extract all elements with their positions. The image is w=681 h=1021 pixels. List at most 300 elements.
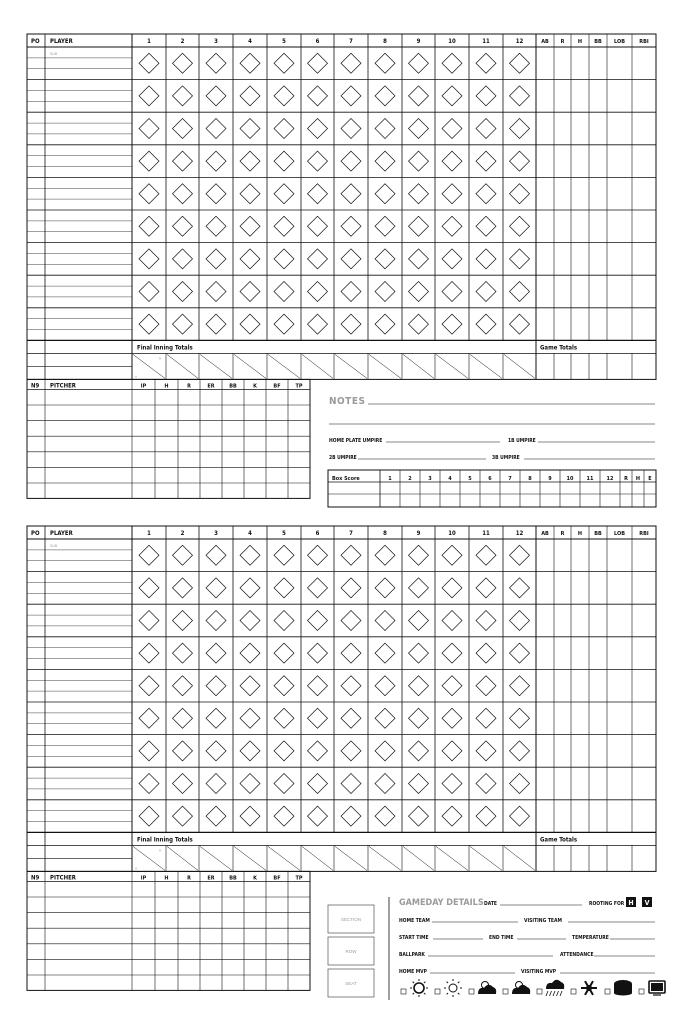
base-diamond: [139, 119, 159, 139]
base-diamond: [139, 611, 159, 631]
base-diamond: [510, 774, 530, 794]
header-stat-h: H: [577, 39, 583, 45]
header-inning-2: 2: [180, 530, 185, 537]
base-diamond: [173, 53, 193, 73]
pitcher-header-name: PITCHER: [50, 874, 76, 882]
header-inning-8: 8: [383, 530, 387, 537]
header-player: PLAYER: [50, 38, 73, 45]
totals-diagonal: [234, 354, 266, 378]
base-diamond: [442, 216, 462, 236]
base-diamond: [206, 53, 226, 73]
pitcher-header-bf: BF: [273, 875, 281, 882]
base-diamond: [476, 86, 496, 106]
notes-title: NOTES: [329, 396, 366, 407]
base-diamond: [476, 774, 496, 794]
base-diamond: [240, 216, 260, 236]
base-diamond: [510, 86, 530, 106]
base-diamond: [510, 216, 530, 236]
batting-grid-frame: [27, 526, 656, 871]
base-diamond: [308, 643, 328, 663]
home-plate-umpire-label: HOME PLATE UMPIRE: [329, 438, 383, 444]
base-diamond: [206, 611, 226, 631]
base-diamond: [341, 282, 361, 302]
base-diamond: [375, 611, 395, 631]
box-col-5: 5: [468, 476, 472, 482]
base-diamond: [206, 151, 226, 171]
totals-diagonal: [369, 846, 401, 870]
base-diamond: [409, 676, 429, 696]
base-diamond: [139, 774, 159, 794]
base-diamond: [375, 216, 395, 236]
base-diamond: [274, 611, 294, 631]
base-diamond: [206, 314, 226, 334]
base-diamond: [341, 676, 361, 696]
base-diamond: [240, 741, 260, 761]
base-diamond: [274, 741, 294, 761]
base-diamond: [173, 676, 193, 696]
base-diamond: [375, 545, 395, 565]
totals-diagonal: [504, 846, 535, 870]
pitcher-header-er: ER: [207, 383, 215, 390]
header-stat-lob: LOB: [614, 531, 625, 537]
base-diamond: [442, 676, 462, 696]
base-diamond: [240, 545, 260, 565]
base-diamond: [375, 774, 395, 794]
base-diamond: [240, 676, 260, 696]
pitcher-header-bb: BB: [229, 875, 237, 882]
weather-checkbox[interactable]: [469, 989, 474, 994]
base-diamond: [476, 806, 496, 826]
base-diamond: [476, 643, 496, 663]
base-diamond: [139, 708, 159, 728]
base-diamond: [274, 314, 294, 334]
corner-hits: H: [135, 866, 138, 871]
base-diamond: [409, 643, 429, 663]
header-inning-6: 6: [315, 530, 320, 537]
totals-diagonal: [470, 354, 502, 378]
header-inning-9: 9: [416, 530, 421, 537]
gameday-title: GAMEDAY DETAILS: [399, 898, 484, 908]
base-diamond: [173, 708, 193, 728]
base-diamond: [476, 578, 496, 598]
pitcher-table-frame: [27, 871, 310, 990]
base-diamond: [274, 643, 294, 663]
box-score-label: Box Score: [332, 476, 360, 482]
base-diamond: [240, 611, 260, 631]
base-diamond: [206, 741, 226, 761]
sunny-icon: [410, 979, 428, 997]
home-badge-label: H: [628, 899, 634, 907]
header-pos: PO: [31, 530, 40, 537]
base-diamond: [375, 249, 395, 269]
base-diamond: [476, 184, 496, 204]
base-diamond: [409, 216, 429, 236]
totals-diagonal: [167, 846, 198, 870]
base-diamond: [341, 53, 361, 73]
header-inning-11: 11: [482, 530, 490, 537]
base-diamond: [274, 119, 294, 139]
header-inning-11: 11: [482, 38, 490, 45]
base-diamond: [206, 119, 226, 139]
base-diamond: [206, 249, 226, 269]
base-diamond: [173, 119, 193, 139]
base-diamond: [173, 545, 193, 565]
base-diamond: [274, 282, 294, 302]
base-diamond: [308, 611, 328, 631]
base-diamond: [442, 119, 462, 139]
base-diamond: [375, 806, 395, 826]
base-diamond: [173, 184, 193, 204]
base-diamond: [206, 578, 226, 598]
base-diamond: [510, 314, 530, 334]
first-base-umpire-label: 1B UMPIRE: [508, 438, 536, 444]
base-diamond: [510, 184, 530, 204]
base-diamond: [308, 676, 328, 696]
start-time-label: START TIME: [399, 935, 429, 941]
pitcher-header-bf: BF: [273, 383, 281, 390]
base-diamond: [173, 741, 193, 761]
base-diamond: [409, 578, 429, 598]
base-diamond: [139, 314, 159, 334]
base-diamond: [308, 53, 328, 73]
sub-hint: SUB: [50, 52, 58, 56]
header-stat-rbi: RBI: [639, 39, 649, 45]
pitcher-header-h: H: [164, 383, 169, 390]
header-inning-4: 4: [248, 38, 252, 45]
tv-icon: [649, 981, 665, 995]
base-diamond: [139, 53, 159, 73]
base-diamond: [139, 86, 159, 106]
base-diamond: [409, 708, 429, 728]
header-inning-12: 12: [515, 38, 524, 45]
partly-cloudy-icon: [478, 982, 496, 995]
weather-checkbox[interactable]: [605, 989, 610, 994]
box-col-7: 7: [508, 476, 512, 482]
corner-hits: H: [135, 374, 138, 379]
box-col-4: 4: [448, 476, 452, 482]
header-inning-5: 5: [282, 38, 286, 45]
base-diamond: [308, 282, 328, 302]
base-diamond: [476, 611, 496, 631]
base-diamond: [206, 86, 226, 106]
base-diamond: [308, 216, 328, 236]
base-diamond: [442, 86, 462, 106]
base-diamond: [510, 578, 530, 598]
base-diamond: [274, 676, 294, 696]
base-diamond: [341, 151, 361, 171]
header-inning-1: 1: [147, 38, 151, 45]
base-diamond: [442, 184, 462, 204]
base-diamond: [375, 151, 395, 171]
base-diamond: [308, 151, 328, 171]
base-diamond: [375, 578, 395, 598]
base-diamond: [476, 708, 496, 728]
rooting-for-label: ROOTING FOR: [589, 901, 625, 907]
header-inning-9: 9: [416, 38, 421, 45]
base-diamond: [240, 282, 260, 302]
header-inning-1: 1: [147, 530, 151, 537]
base-diamond: [308, 741, 328, 761]
base-diamond: [341, 643, 361, 663]
base-diamond: [476, 119, 496, 139]
header-inning-3: 3: [214, 38, 218, 45]
header-stat-ab: AB: [541, 39, 549, 45]
totals-diagonal: [335, 354, 367, 378]
pitcher-header-bb: BB: [229, 383, 237, 390]
header-inning-3: 3: [214, 530, 218, 537]
temperature-label: TEMPERATURE: [572, 935, 609, 941]
pitcher-table-frame: [27, 379, 310, 498]
weather-checkbox[interactable]: [401, 989, 406, 994]
base-diamond: [240, 774, 260, 794]
cloudy-sun-icon: [512, 982, 530, 995]
totals-diagonal: [167, 354, 198, 378]
pitcher-header-name: PITCHER: [50, 382, 76, 390]
base-diamond: [240, 806, 260, 826]
base-diamond: [409, 151, 429, 171]
header-inning-2: 2: [180, 38, 185, 45]
base-diamond: [442, 545, 462, 565]
header-stat-lob: LOB: [614, 39, 625, 45]
base-diamond: [476, 545, 496, 565]
base-diamond: [510, 611, 530, 631]
base-diamond: [409, 53, 429, 73]
base-diamond: [442, 643, 462, 663]
base-diamond: [308, 806, 328, 826]
base-diamond: [375, 314, 395, 334]
pitcher-header-r: R: [187, 875, 191, 882]
base-diamond: [409, 611, 429, 631]
base-diamond: [341, 86, 361, 106]
base-diamond: [510, 741, 530, 761]
base-diamond: [510, 676, 530, 696]
base-diamond: [206, 282, 226, 302]
base-diamond: [442, 578, 462, 598]
base-diamond: [173, 249, 193, 269]
base-diamond: [442, 611, 462, 631]
base-diamond: [375, 741, 395, 761]
base-diamond: [409, 249, 429, 269]
box-col-9: 9: [548, 476, 552, 482]
totals-diagonal: [403, 846, 434, 870]
corner-runs: R: [159, 848, 162, 853]
snow-icon: [581, 981, 597, 995]
base-diamond: [274, 774, 294, 794]
base-diamond: [442, 774, 462, 794]
row-box-label: ROW: [345, 949, 357, 954]
date-label: DATE: [484, 901, 497, 907]
base-diamond: [510, 53, 530, 73]
base-diamond: [341, 806, 361, 826]
totals-diagonal: [335, 846, 367, 870]
box-col-3: 3: [428, 476, 432, 482]
base-diamond: [375, 708, 395, 728]
totals-diagonal: [268, 354, 300, 378]
base-diamond: [409, 741, 429, 761]
base-diamond: [375, 184, 395, 204]
pitcher-header-num: N9: [31, 874, 40, 882]
box-col-r: R: [624, 476, 628, 482]
third-base-umpire-label: 3B UMPIRE: [492, 455, 520, 461]
base-diamond: [274, 216, 294, 236]
base-diamond: [442, 249, 462, 269]
base-diamond: [476, 53, 496, 73]
base-diamond: [173, 282, 193, 302]
header-stat-ab: AB: [541, 531, 549, 537]
pitcher-header-r: R: [187, 383, 191, 390]
base-diamond: [510, 708, 530, 728]
base-diamond: [206, 806, 226, 826]
box-col-h: H: [635, 476, 641, 482]
base-diamond: [308, 119, 328, 139]
base-diamond: [409, 282, 429, 302]
base-diamond: [206, 643, 226, 663]
base-diamond: [173, 806, 193, 826]
base-diamond: [139, 676, 159, 696]
base-diamond: [442, 314, 462, 334]
base-diamond: [341, 741, 361, 761]
base-diamond: [341, 578, 361, 598]
base-diamond: [139, 151, 159, 171]
base-diamond: [173, 86, 193, 106]
base-diamond: [341, 545, 361, 565]
totals-diagonal: [436, 846, 468, 870]
base-diamond: [139, 643, 159, 663]
base-diamond: [375, 86, 395, 106]
base-diamond: [240, 119, 260, 139]
base-diamond: [442, 708, 462, 728]
header-inning-10: 10: [448, 530, 456, 537]
final-inning-totals-label: Final Inning Totals: [137, 836, 193, 844]
base-diamond: [139, 741, 159, 761]
base-diamond: [240, 578, 260, 598]
corner-runs: R: [159, 356, 162, 361]
final-inning-totals-label: Final Inning Totals: [137, 344, 193, 352]
end-time-label: END TIME: [489, 935, 514, 941]
base-diamond: [274, 806, 294, 826]
base-diamond: [409, 119, 429, 139]
base-diamond: [442, 151, 462, 171]
pitcher-header-ip: IP: [140, 383, 147, 390]
base-diamond: [341, 249, 361, 269]
base-diamond: [173, 216, 193, 236]
base-diamond: [476, 676, 496, 696]
base-diamond: [274, 86, 294, 106]
base-diamond: [206, 184, 226, 204]
home-team-label: HOME TEAM: [399, 918, 430, 924]
base-diamond: [274, 545, 294, 565]
box-col-8: 8: [528, 476, 532, 482]
base-diamond: [341, 708, 361, 728]
base-diamond: [274, 578, 294, 598]
base-diamond: [341, 216, 361, 236]
batting-grid-frame: [27, 34, 656, 379]
pitcher-header-h: H: [164, 875, 169, 882]
base-diamond: [274, 249, 294, 269]
pitcher-header-num: N9: [31, 382, 40, 390]
base-diamond: [409, 806, 429, 826]
base-diamond: [476, 216, 496, 236]
totals-diagonal: [302, 846, 333, 870]
base-diamond: [409, 545, 429, 565]
base-diamond: [308, 314, 328, 334]
weather-checkbox[interactable]: [571, 989, 576, 994]
header-stat-h: H: [577, 531, 583, 537]
header-player: PLAYER: [50, 530, 73, 537]
box-col-2: 2: [408, 476, 412, 482]
base-diamond: [375, 676, 395, 696]
base-diamond: [308, 578, 328, 598]
base-diamond: [510, 545, 530, 565]
header-inning-12: 12: [515, 530, 524, 537]
base-diamond: [510, 643, 530, 663]
weather-checkbox[interactable]: [435, 989, 440, 994]
base-diamond: [341, 314, 361, 334]
box-col-6: 6: [488, 476, 492, 482]
base-diamond: [341, 611, 361, 631]
base-diamond: [341, 184, 361, 204]
totals-diagonal: [470, 846, 502, 870]
header-stat-r: R: [560, 39, 565, 45]
base-diamond: [240, 249, 260, 269]
totals-diagonal: [234, 846, 266, 870]
box-col-12: 12: [606, 476, 614, 482]
visitor-badge-label: V: [644, 899, 650, 907]
totals-diagonal: [436, 354, 468, 378]
base-diamond: [206, 774, 226, 794]
base-diamond: [510, 806, 530, 826]
base-diamond: [240, 86, 260, 106]
base-diamond: [442, 282, 462, 302]
base-diamond: [442, 741, 462, 761]
weather-checkbox[interactable]: [537, 989, 542, 994]
header-stat-rbi: RBI: [639, 531, 649, 537]
weather-checkbox[interactable]: [503, 989, 508, 994]
header-stat-bb: BB: [594, 39, 602, 45]
totals-diagonal: [369, 354, 401, 378]
weather-checkbox[interactable]: [639, 989, 644, 994]
base-diamond: [308, 86, 328, 106]
base-diamond: [308, 184, 328, 204]
base-diamond: [476, 282, 496, 302]
base-diamond: [409, 774, 429, 794]
totals-diagonal: [302, 354, 333, 378]
base-diamond: [476, 151, 496, 171]
base-diamond: [375, 282, 395, 302]
base-diamond: [442, 53, 462, 73]
domed-stadium-icon: [614, 980, 632, 996]
box-col-10: 10: [566, 476, 574, 482]
base-diamond: [173, 774, 193, 794]
base-diamond: [206, 216, 226, 236]
base-diamond: [341, 774, 361, 794]
pitcher-header-er: ER: [207, 875, 215, 882]
base-diamond: [308, 774, 328, 794]
base-diamond: [139, 578, 159, 598]
header-inning-7: 7: [349, 530, 353, 537]
base-diamond: [308, 249, 328, 269]
pitcher-header-k: K: [253, 383, 257, 390]
base-diamond: [375, 643, 395, 663]
sub-hint: SUB: [50, 544, 58, 548]
base-diamond: [308, 545, 328, 565]
base-diamond: [139, 282, 159, 302]
attendance-label: ATTENDANCE: [560, 952, 594, 958]
base-diamond: [139, 545, 159, 565]
base-diamond: [240, 643, 260, 663]
base-diamond: [240, 151, 260, 171]
base-diamond: [173, 611, 193, 631]
